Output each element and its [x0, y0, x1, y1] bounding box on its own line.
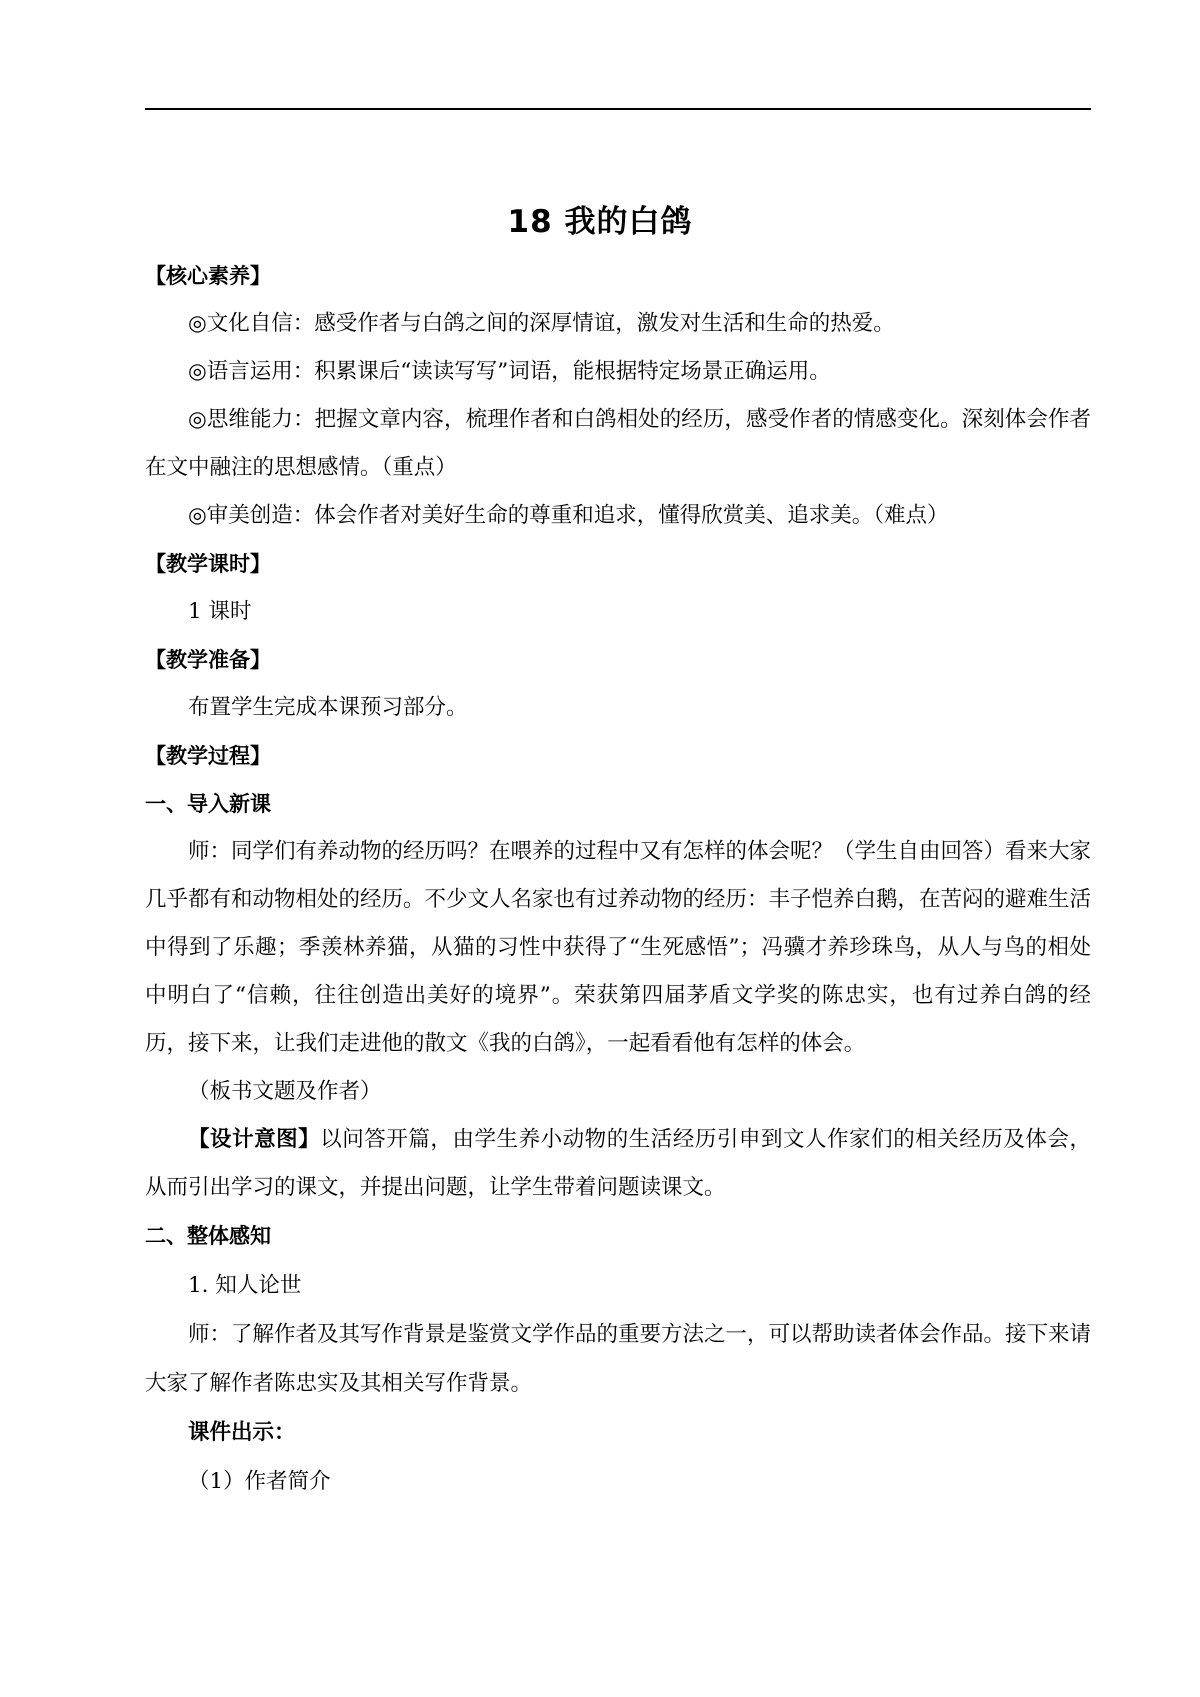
courseware-label: 课件出示：: [188, 1420, 296, 1445]
heading-introduction: 一、导入新课: [145, 792, 271, 816]
design-intent-label: 【设计意图】: [188, 1127, 321, 1152]
core-item-language: ◎语言运用：积累课后“读读写写”词语，能根据特定场景正确运用。: [188, 359, 831, 384]
heading-overall-perception: 二、整体感知: [145, 1224, 271, 1248]
core-item-thinking: ◎思维能力：把握文章内容，梳理作者和白鸽相处的经历，感受作者的情感变化。深刻体会作者在文中融注的思想感情。（重点）: [145, 407, 1091, 480]
core-item-culture: ◎文化自信：感受作者与白鸽之间的深厚情谊，激发对生活和生命的热爱。: [188, 311, 895, 336]
board-note: （板书文题及作者）: [188, 1079, 382, 1104]
preparation-text: 布置学生完成本课预习部分。: [188, 695, 468, 720]
know-author-paragraph: 师：了解作者及其写作背景是鉴赏文学作品的重要方法之一，可以帮助读者体会作品。接下来请大家了解作者陈忠实及其相关写作背景。: [145, 1322, 1092, 1396]
heading-class-hours: 【教学课时】: [145, 552, 271, 576]
design-intent-paragraph: [145, 1116, 1091, 1212]
document-body: [145, 252, 1091, 1506]
sub-know-author: 1. 知人论世: [188, 1273, 302, 1298]
lower-section: [145, 1212, 1091, 1506]
introduction-paragraph: 师：同学们有养动物的经历吗？在喂养的过程中又有怎样的体会呢？（学生自由回答）看来大家几乎都有和动物相处的经历。不少文人名家也有过养动物的经历：丰子恺养白鹅，在苦闷的避难生活中得到了乐趣；季羡林养猫，从猫的习性中获得了“生死感悟”；冯骥才养珍珠鸟，从人与鸟的相处中明白了“信赖，往往创造出美好的境界”。荣获第四届茅盾文学奖的陈忠实，也有过养白鸽的经历，接下来，让我们走进他的散文《我的白鸽》，一起看看他有怎样的体会。: [145, 839, 1092, 1056]
page-title: 18 我的白鸽: [507, 204, 693, 240]
heading-core-literacy: 【核心素养】: [145, 264, 271, 288]
top-rule: [145, 108, 1091, 110]
heading-preparation: 【教学准备】: [145, 648, 271, 672]
heading-process: 【教学过程】: [145, 744, 271, 768]
core-item-aesthetic: ◎审美创造：体会作者对美好生命的尊重和追求，懂得欣赏美、追求美。（难点）: [188, 503, 949, 528]
class-hours-text: 1 课时: [188, 599, 252, 624]
author-intro-item: （1）作者简介: [188, 1469, 331, 1494]
design-intent-text: 以问答开篇，由学生养小动物的生活经历引申到文人作家们的相关经历及体会，从而引出学习的课文，并提出问题，让学生带着问题读课文。: [145, 1127, 1091, 1200]
